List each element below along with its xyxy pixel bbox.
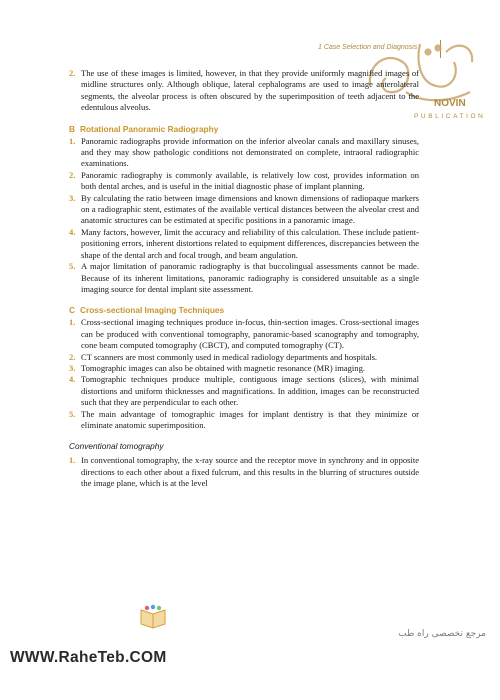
list-item [69,136,419,170]
list-item [69,227,419,261]
section-c-heading [69,305,419,315]
item-number: 2. [69,351,76,362]
item-number: 2. [69,68,76,78]
section-b-heading [69,124,419,134]
item-text: The use of these images is limited, however, in that they provide uniformly magnified images of midline structures only. Although oblique, lateral cephalograms are used to image anterolateral segments, the alveolar process is often obscured by the superimposition of teeth adjacent to the edentulous alveolus. [81,68,419,113]
list-item [69,261,419,295]
logo-text: NOVIN [434,98,466,109]
list-item [69,352,419,363]
list-item [69,374,419,408]
item-number: 5. [69,261,76,272]
item-number: 5. [69,408,76,419]
item-number: 1. [69,135,76,146]
item-text: By calculating the ratio between image dimensions and known dimensions of radiopaque markers on a radiographic stent, estimates of the available vertical distances between the alveolar crest and anatomic structures can be estimated at specific positions in a panoramic image. [81,192,419,226]
item-number: 4. [69,374,76,385]
item-text: Cross-sectional imaging techniques produce in-focus, thin-section images. Cross-sectional images can be produced with conventional tomography, panoramic-based scanography and tomography, cone beam computed tomography (CBCT), and computed tomography (CT). [81,317,419,351]
section-c-title: Cross-sectional Imaging Techniques [80,305,225,316]
item-number: 1. [69,455,76,466]
item-text: CT scanners are most commonly used in medical radiology departments and hospitals. [81,351,378,362]
item-text: A major limitation of panoramic radiography is that buccolingual assessments cannot be made. Because of its inherent limitations, panoramic radiography is considered unsuitable as a single imaging source for dental implant site assessment. [81,261,419,294]
item-text: Tomographic images can also be obtained with magnetic resonance (MR) imaging. [81,362,365,373]
section-c-letter: C [69,305,75,316]
item-number: 4. [69,226,76,237]
intro-list [69,68,419,114]
footer-persian-text: مرجع تخصصی راه طب [398,629,486,639]
item-text: Panoramic radiography is commonly available, is relatively low cost, provides information on both dental arches, and is useful in the initial diagnostic phase of implant planning. [81,169,419,192]
list-item [69,68,419,114]
item-text: In conventional tomography, the x-ray source and the receptor move in synchrony and in opposite directions to each other about a fixed fulcrum, and this results in the blurring of structures outside the image plane, which is at the level [81,455,419,489]
item-number: 3. [69,362,76,373]
item-text: Panoramic radiographs provide information on the inferior alveolar canals and maxillary sinuses, and they may show pathologic conditions not demonstrated on complete, intraoral radiographic examinations. [81,135,419,169]
item-number: 2. [69,169,76,180]
item-number: 3. [69,192,76,203]
section-c-list [69,317,419,431]
book-icon [138,604,168,630]
list-item [69,193,419,227]
list-item [69,455,419,489]
list-item [69,170,419,193]
list-item [69,363,419,374]
section-b-list [69,136,419,296]
list-item [69,317,419,351]
logo-subtext: PUBLICATION [414,113,486,120]
subsection-title: Conventional tomography [69,441,164,452]
section-b-title: Rotational Panoramic Radiography [80,123,219,134]
item-text: Tomographic techniques produce multiple, contiguous image sections (slices), with minimal distortions and uniform thicknesses and magnifications. In addition, images can be reconstructed such that they are perpendicular to each other. [81,374,419,408]
footer-url[interactable]: WWW.RaheTeb.COM [10,649,167,666]
page-body [69,68,419,490]
section-b-letter: B [69,123,75,134]
subsection-list [69,455,419,489]
item-text: The main advantage of tomographic images for implant dentistry is that they minimize or eliminate anatomic superimposition. [81,408,419,430]
item-number: 1. [69,317,76,328]
item-text: Many factors, however, limit the accuracy and reliability of this calculation. These include patient-positioning errors, inherent distortions related to equipment differences, discrepancies between the shape of the dental arch and focal trough, and beam angulation. [81,226,419,260]
list-item [69,409,419,432]
running-head: 1 Case Selection and Diagnosis [318,44,418,51]
